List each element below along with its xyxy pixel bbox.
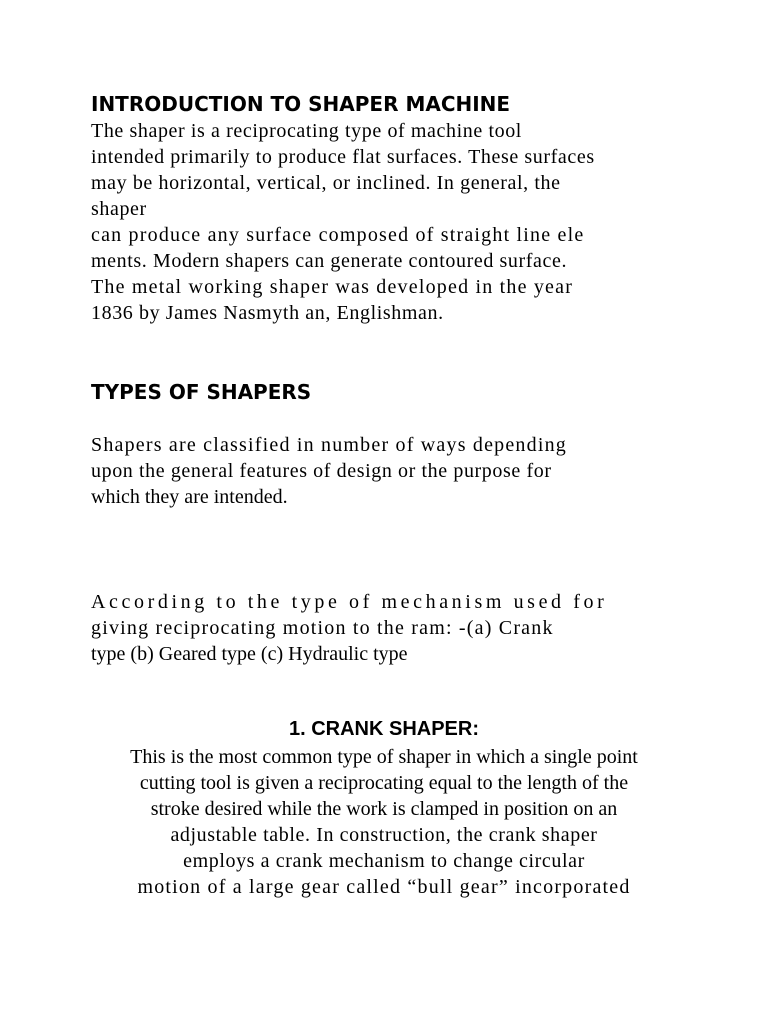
types-para2-line-3: type (b) Geared type (c) Hydraulic type [91,643,408,665]
crank-line-5: employs a crank mechanism to change circular [183,850,585,872]
intro-line-1: The shaper is a reciprocating type of machine tool [91,120,522,142]
intro-heading: INTRODUCTION TO SHAPER MACHINE [91,92,511,116]
intro-line-2: intended primarily to produce flat surfaces. These surfaces [91,146,595,168]
types-para1-line-1: Shapers are classified in number of ways depending [91,434,567,456]
crank-line-3: stroke desired while the work is clamped in position on an [150,798,618,820]
crank-line-4: adjustable table. In construction, the crank shaper [170,824,598,846]
intro-line-6: ments. Modern shapers can generate contoured surface. [91,250,568,272]
intro-line-5: can produce any surface composed of straight line ele [91,224,585,246]
types-para1-line-3: which they are intended. [91,486,288,508]
types-para2-line-1: According to the type of mechanism used for [91,591,608,613]
crank-line-1: This is the most common type of shaper in which a single point [130,746,638,768]
types-heading: TYPES OF SHAPERS [91,380,312,404]
crank-line-2: cutting tool is given a reciprocating equal to the length of the [139,772,629,794]
intro-line-8: 1836 by James Nasmyth an, Englishman. [91,302,444,324]
crank-heading: 1. CRANK SHAPER: [288,718,480,740]
types-para1-line-2: upon the general features of design or the purpose for [91,460,552,482]
types-para2-line-2: giving reciprocating motion to the ram: -(a) Crank [91,617,554,639]
crank-line-6: motion of a large gear called “bull gear” incorporated [137,876,631,898]
intro-line-4: shaper [91,198,147,220]
intro-line-7: The metal working shaper was developed in the year [91,276,574,298]
intro-line-3: may be horizontal, vertical, or inclined. In general, the [91,172,561,194]
